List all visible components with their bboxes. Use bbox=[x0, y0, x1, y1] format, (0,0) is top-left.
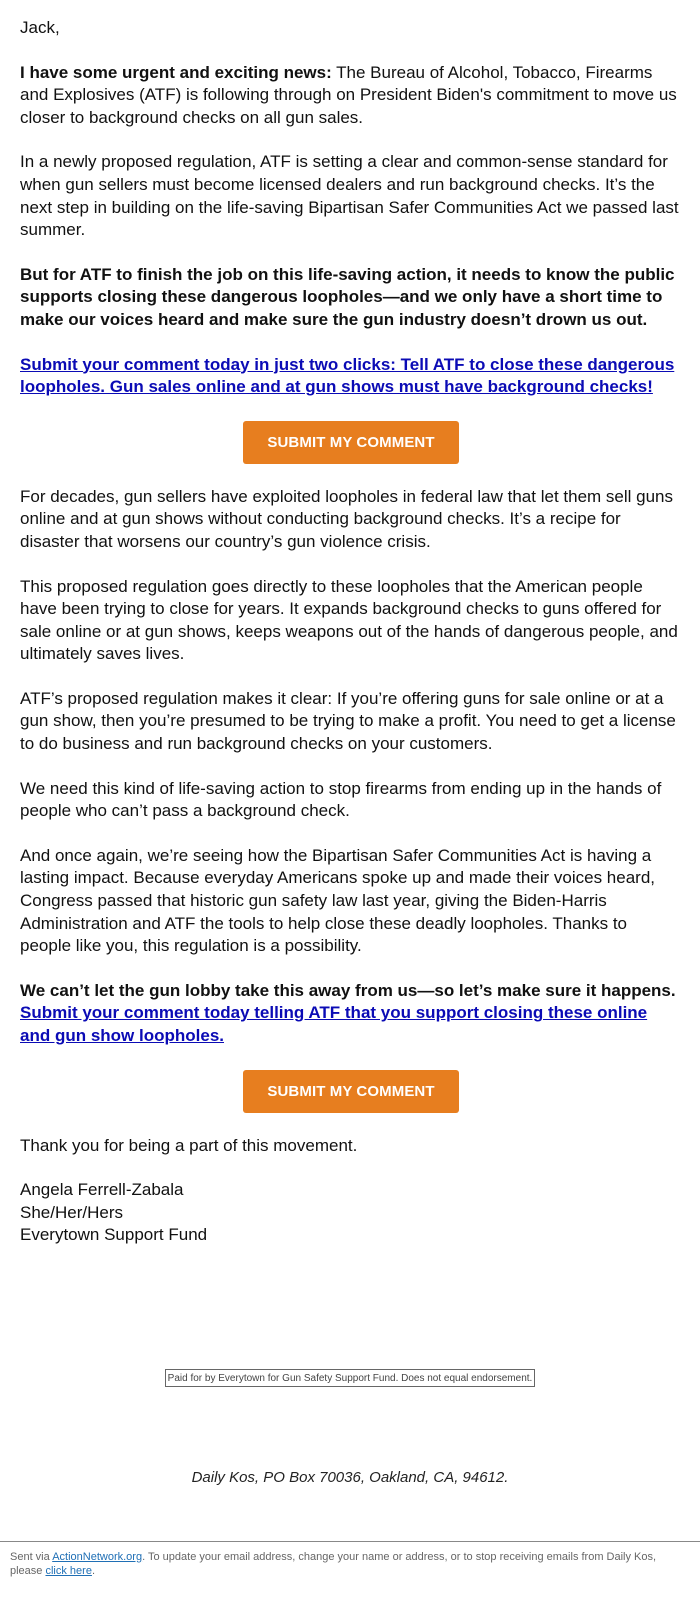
greeting: Jack, bbox=[20, 18, 60, 37]
need-paragraph: We need this kind of life-saving action to stop firearms from ending up in the hands of people who can’t pass a background check. bbox=[20, 778, 662, 821]
intro-text: The Bureau of Alcohol, Tobacco, Firearms and Explosives (ATF) is following through on President Biden's commitment to move us closer to background checks on all gun sales. bbox=[20, 62, 677, 127]
intro-paragraph bbox=[20, 62, 682, 130]
button-row-2 bbox=[20, 1070, 682, 1113]
regulation-paragraph: In a newly proposed regulation, ATF is setting a clear and common-sense standard for when gun sellers must become licensed dealers and run background checks. It’s the next step in building on the life-saving Bipartisan Safer Communities Act we passed last summer. bbox=[20, 152, 679, 240]
closing-call-link[interactable]: Submit your comment today telling ATF that you support closing these online and gun show loopholes. bbox=[20, 1003, 648, 1045]
email-body bbox=[20, 17, 682, 1269]
footer-divider bbox=[0, 1541, 700, 1542]
decades-paragraph: For decades, gun sellers have exploited loopholes in federal law that let them sell guns online and at gun shows without conducting background checks. It’s a recipe for disaster that worsens our country’s gun violence crisis. bbox=[20, 486, 673, 551]
paid-for-disclaimer: Paid for by Everytown for Gun Safety Support Fund. Does not equal endorsement. bbox=[165, 1369, 535, 1387]
once-paragraph: And once again, we’re seeing how the Bipartisan Safer Communities Act is having a lasting impact. Because everyday Americans spoke up and made their voices heard, Congress passed that historic gun safety law last year, giving the Biden-Harris Administration and ATF the tools to help close these deadly loopholes. Thanks to people like you, this regulation is a possibility. bbox=[20, 845, 656, 956]
signature-pronouns: She/Her/Hers bbox=[20, 1202, 123, 1222]
footer-middle-text: . To update your email address, change your name or address, or to stop receiving emails from Daily Kos, please bbox=[10, 1551, 657, 1577]
signature-org: Everytown Support Fund bbox=[20, 1225, 208, 1245]
button-row-1 bbox=[20, 421, 682, 464]
signature-name: Angela Ferrell-Zabala bbox=[20, 1180, 184, 1200]
finish-paragraph bbox=[20, 264, 682, 332]
footer-end: . bbox=[91, 1565, 96, 1577]
intro-bold: I have some urgent and exciting news: bbox=[20, 62, 332, 82]
footer bbox=[10, 1550, 680, 1578]
actionnetwork-link[interactable]: ActionNetwork.org bbox=[52, 1551, 143, 1563]
clear-paragraph: ATF’s proposed regulation makes it clear: If you’re offering guns for sale online or at a gun show, then you’re presumed to be trying to make a profit. You need to get a license to do business and run background checks on your customers. bbox=[20, 688, 676, 754]
footer-sent-via: Sent via bbox=[10, 1551, 53, 1563]
submit-link-paragraph bbox=[20, 354, 682, 399]
thanks-paragraph: Thank you for being a part of this movement. bbox=[20, 1135, 358, 1155]
closing-call-paragraph bbox=[20, 980, 682, 1048]
signature bbox=[20, 1179, 682, 1247]
mailing-address: Daily Kos, PO Box 70036, Oakland, CA, 94612. bbox=[191, 1469, 509, 1486]
directly-paragraph: This proposed regulation goes directly to these loopholes that the American people have been trying to close for years. It expands background checks to guns offered for sale online or at gun shows, keeps weapons out of the hands of dangerous people, and ultimately saves lives. bbox=[20, 576, 678, 664]
submit-comment-link[interactable]: Submit your comment today in just two clicks: Tell ATF to close these dangerous loopholes. Gun sales online and at gun shows must have background checks! bbox=[20, 354, 675, 397]
finish-bold: But for ATF to finish the job on this life-saving action, it needs to know the public supports closing these dangerous loopholes—and we only have a short time to make our voices heard and make sure the gun industry doesn’t drown us out. bbox=[20, 264, 675, 329]
submit-comment-button[interactable]: SUBMIT MY COMMENT bbox=[243, 421, 459, 464]
submit-comment-button-2[interactable]: SUBMIT MY COMMENT bbox=[243, 1070, 459, 1113]
click-here-link[interactable]: click here bbox=[45, 1565, 92, 1577]
closing-call-bold: We can’t let the gun lobby take this away from us—so let’s make sure it happens. bbox=[20, 980, 676, 1000]
